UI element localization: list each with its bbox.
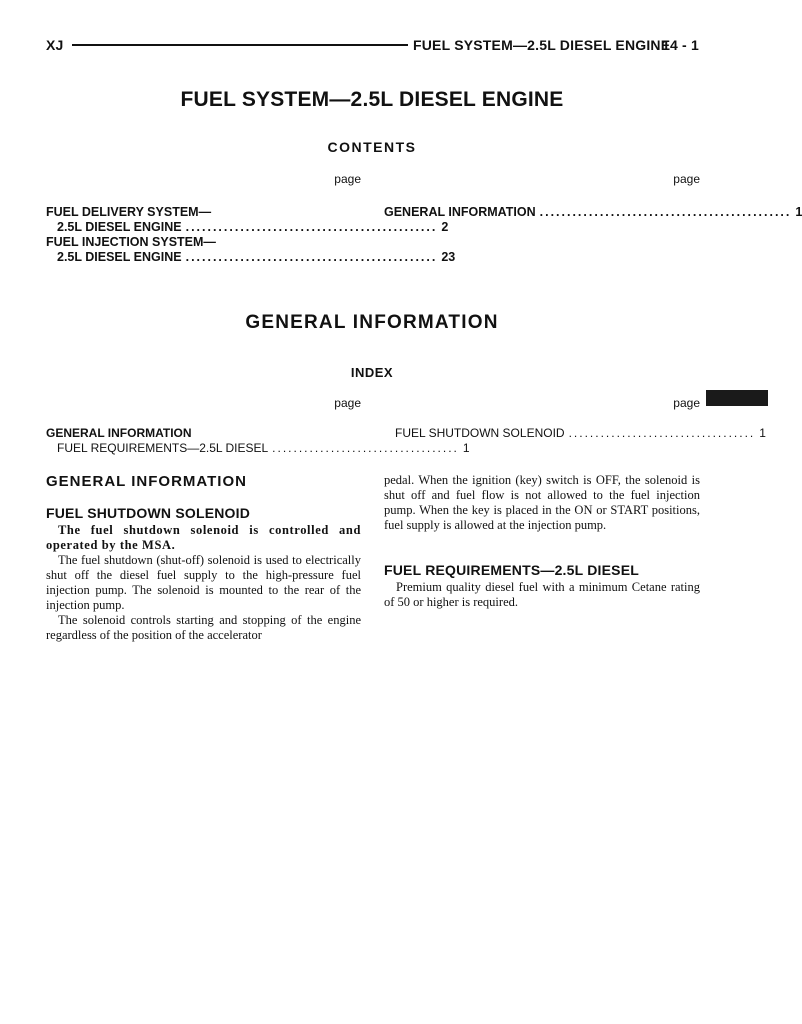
leader-dots: .............................................. — [185, 220, 438, 234]
contents-right-list — [384, 205, 802, 220]
index-entry-page: 1 — [462, 441, 470, 455]
index-left-list — [46, 426, 470, 456]
index-page-label-right: page — [673, 396, 700, 410]
toc-entry-line2: 2.5L DIESEL ENGINE — [57, 250, 182, 264]
index-entry[interactable] — [395, 426, 766, 441]
page-title: FUEL SYSTEM—2.5L DIESEL ENGINE — [180, 88, 564, 111]
index-group-heading: GENERAL INFORMATION — [46, 426, 192, 440]
toc-entry-page: 1 — [795, 205, 802, 219]
requirements-text — [384, 580, 700, 610]
requirements-paragraph: Premium quality diesel fuel with a minimum Cetane rating of 50 or higher is required. — [384, 580, 700, 609]
shutdown-heading: FUEL SHUTDOWN SOLENOID — [46, 505, 251, 521]
header-section-title: FUEL SYSTEM—2.5L DIESEL ENGINE — [413, 37, 671, 53]
header-page-number: 14 - 1 — [662, 37, 699, 53]
contents-left-list — [46, 205, 456, 265]
contents-page-label-left: page — [334, 172, 361, 186]
toc-entry-page: 23 — [441, 250, 456, 264]
leader-dots: ................................... — [272, 441, 459, 455]
shutdown-text-column — [46, 523, 361, 643]
toc-entry[interactable] — [46, 205, 449, 235]
leader-dots: .............................................. — [539, 205, 792, 219]
toc-entry[interactable] — [384, 205, 802, 220]
contents-heading: CONTENTS — [327, 139, 417, 155]
shutdown-paragraph-2-continued: pedal. When the ignition (key) switch is OFF, the solenoid is shut off and fuel flow is not allowed to the fuel injection pump. When the key is placed in the ON or START positions, fuel supply is allowed at the injection pump. — [384, 473, 700, 532]
leader-dots: .............................................. — [185, 250, 438, 264]
index-entry-label: FUEL SHUTDOWN SOLENOID — [395, 426, 565, 440]
index-heading: INDEX — [350, 365, 394, 380]
shutdown-paragraph-1: The fuel shutdown (shut-off) solenoid is used to electrically shut off the diesel fuel supply to the high-pressure fuel injection pump. The solenoid is mounted to the rear of the injection pump. — [46, 553, 361, 612]
toc-entry[interactable] — [46, 235, 456, 265]
shutdown-text-continued — [384, 473, 700, 533]
header-rule — [72, 44, 408, 46]
index-right-list — [395, 426, 766, 441]
index-page-label-left: page — [334, 396, 361, 410]
header-model: XJ — [46, 37, 64, 53]
requirements-heading: FUEL REQUIREMENTS—2.5L DIESEL — [384, 562, 639, 578]
index-entry-page: 1 — [759, 426, 766, 440]
body-heading: GENERAL INFORMATION — [46, 473, 247, 490]
toc-entry-line1: FUEL DELIVERY SYSTEM— — [46, 205, 212, 219]
toc-entry-line1: FUEL INJECTION SYSTEM— — [46, 235, 216, 249]
shutdown-bold-paragraph: The fuel shutdown solenoid is controlled and operated by the MSA. — [46, 523, 361, 552]
index-entry-label: FUEL REQUIREMENTS—2.5L DIESEL — [57, 441, 269, 455]
toc-entry-label: GENERAL INFORMATION — [384, 205, 536, 219]
toc-entry-line2: 2.5L DIESEL ENGINE — [57, 220, 182, 234]
contents-page-label-right: page — [673, 172, 700, 186]
leader-dots: ................................... — [568, 426, 756, 440]
section-title: GENERAL INFORMATION — [245, 312, 499, 333]
index-entry[interactable] — [46, 441, 470, 456]
shutdown-paragraph-2: The solenoid controls starting and stopping of the engine regardless of the position of the accelerator — [46, 613, 361, 642]
toc-entry-page: 2 — [441, 220, 449, 234]
section-tab-marker — [706, 390, 768, 406]
